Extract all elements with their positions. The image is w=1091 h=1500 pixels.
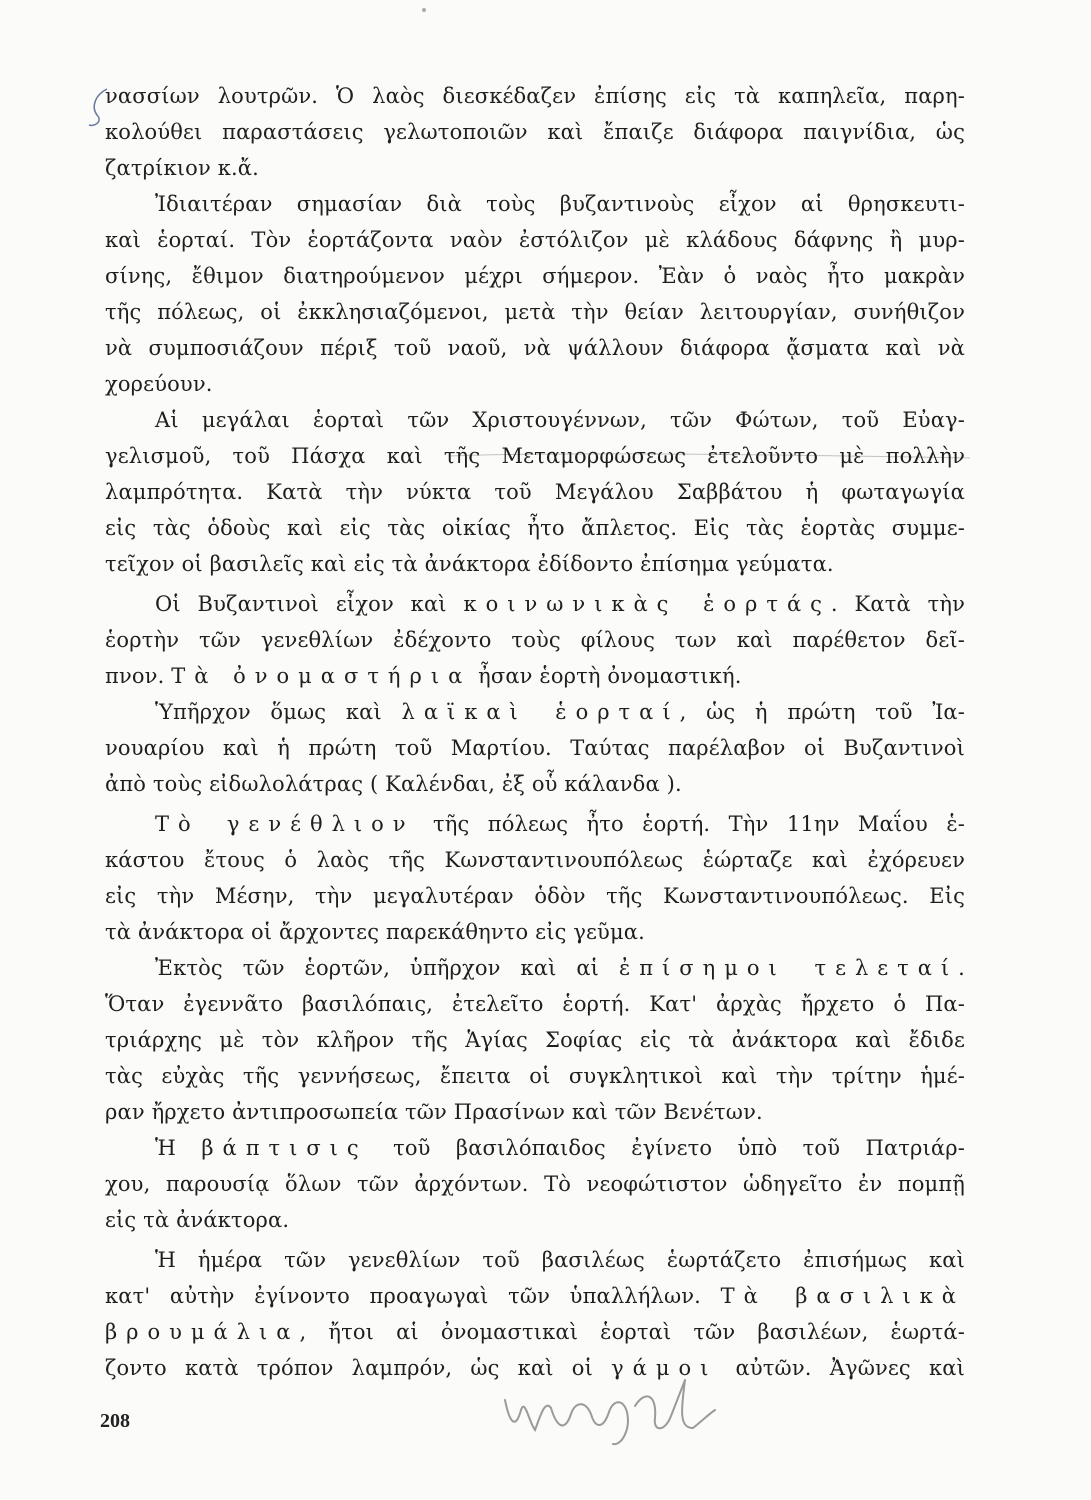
text-line: κολούθει παραστάσεις γελωτοποιῶν καὶ ἔπαιζε διάφορα παιγνίδια, ὡς xyxy=(105,120,965,144)
text-line: χορεύουν. xyxy=(105,372,213,396)
page-number: 208 xyxy=(100,1410,130,1432)
text-line: τὰς εὐχὰς τῆς γεννήσεως, ἔπειτα οἱ συγκλητικοὶ καὶ τὴν τρίτην ἡμέ- xyxy=(105,1064,965,1088)
text-line: νουαρίου καὶ ἡ πρώτη τοῦ Μαρτίου. Ταύτας παρέλαβον οἱ Βυζαντινοὶ xyxy=(105,736,965,760)
text-line: Ὅταν ἐγεννᾶτο βασιλόπαις, ἐτελεῖτο ἑορτή. Κατ' ἀρχὰς ἤρχετο ὁ Πα- xyxy=(105,992,965,1016)
text-line: γελισμοῦ, τοῦ Πάσχα καὶ τῆς Μεταμορφώσεως ἐτελοῦντο μὲ πολλὴν xyxy=(105,444,965,468)
spaced-emphasis: Τὰ ὀνομαστήρια xyxy=(171,664,472,688)
text-line: τριάρχης μὲ τὸν κλῆρον τῆς Ἁγίας Σοφίας εἰς τὰ ἀνάκτορα καὶ ἔδιδε xyxy=(105,1028,965,1052)
body-text xyxy=(105,78,965,1386)
text-line: εἰς τὰς ὁδοὺς καὶ εἰς τὰς οἰκίας ἦτο ἄπλετος. Εἰς τὰς ἑορτὰς συμμε- xyxy=(105,516,965,540)
paragraph-start-line: Αἱ μεγάλαι ἑορταὶ τῶν Χριστουγέννων, τῶν Φώτων, τοῦ Εὐαγ- xyxy=(155,408,965,432)
text-line: τὰ ἀνάκτορα οἱ ἄρχοντες παρεκάθηντο εἰς γεῦμα. xyxy=(105,920,645,944)
text-line: σίνης, ἔθιμον διατηρούμενον μέχρι σήμερον. Ἐὰν ὁ ναὸς ἦτο μακρὰν xyxy=(105,264,965,288)
text-line: ραν ἤρχετο ἀντιπροσωπεία τῶν Πρασίνων καὶ τῶν Βενέτων. xyxy=(105,1100,763,1124)
paragraph-start-line: Οἱ Βυζαντινοὶ εἶχον καὶ κοινωνικὰς ἑορτάς. Κατὰ τὴν xyxy=(155,592,966,616)
spaced-emphasis: Τὰ βασιλικὰ xyxy=(720,1284,965,1308)
spaced-emphasis: βρουμάλια xyxy=(105,1320,300,1344)
ink-speck xyxy=(422,8,426,12)
text-line: χου, παρουσίᾳ ὅλων τῶν ἀρχόντων. Τὸ νεοφώτιστον ὡδηγεῖτο ἐν πομπῇ xyxy=(105,1172,965,1196)
spaced-emphasis: λαϊκαὶ ἑορταί xyxy=(401,700,680,724)
text-line: πνον. Τὰ ὀνομαστήρια ἦσαν ἑορτὴ ὀνομαστική. xyxy=(105,664,742,688)
text-line: νασσίων λουτρῶν. Ὁ λαὸς διεσκέδαζεν ἐπίσης εἰς τὰ καπηλεῖα, παρη- xyxy=(105,84,965,108)
text-line: λαμπρότητα. Κατὰ τὴν νύκτα τοῦ Μεγάλου Σαββάτου ἡ φωταγωγία xyxy=(105,480,965,504)
text-line: βρουμάλια, ἤτοι αἱ ὀνομαστικαὶ ἑορταὶ τῶν βασιλέων, ἑωρτά- xyxy=(105,1320,965,1344)
spaced-emphasis: βάπτισις xyxy=(201,1136,368,1160)
paragraph-start-line: Ἡ βάπτισις τοῦ βασιλόπαιδος ἐγίνετο ὑπὸ τοῦ Πατριάρ- xyxy=(155,1136,966,1160)
text-line: κάστου ἔτους ὁ λαὸς τῆς Κωνσταντινουπόλεως ἑώρταζε καὶ ἐχόρευεν xyxy=(105,848,965,872)
spaced-emphasis: Τὸ γενέθλιον xyxy=(155,812,415,836)
spaced-emphasis: κοινωνικὰς ἑορτάς xyxy=(463,592,831,616)
paragraph-start-line: Τὸ γενέθλιον τῆς πόλεως ἦτο ἑορτή. Τὴν 11ην Μαΐου ἑ- xyxy=(155,812,965,836)
text-line: νὰ συμποσιάζουν πέριξ τοῦ ναοῦ, νὰ ψάλλουν διάφορα ᾄσματα καὶ νὰ xyxy=(105,336,965,360)
paragraph-start-line: Ἰδιαιτέραν σημασίαν διὰ τοὺς βυζαντινοὺς εἶχον αἱ θρησκευτι- xyxy=(155,192,965,216)
text-line: ἀπὸ τοὺς εἰδωλολάτρας ( Καλένδαι, ἐξ οὗ κάλανδα ). xyxy=(105,772,682,796)
text-line: κατ' αὐτὴν ἐγίνοντο προαγωγαὶ τῶν ὑπαλλήλων. Τὰ βασιλικὰ xyxy=(105,1284,965,1308)
text-line: εἰς τὴν Μέσην, τὴν μεγαλυτέραν ὁδὸν τῆς Κωνσταντινουπόλεως. Εἰς xyxy=(105,884,965,908)
handwritten-pencil-note xyxy=(495,1370,725,1450)
spaced-emphasis: γάμοι xyxy=(611,1356,718,1380)
paragraph-start-line: Ἐκτὸς τῶν ἑορτῶν, ὑπῆρχον καὶ αἱ ἐπίσημοι τελεταί. xyxy=(155,956,965,980)
text-line: ἑορτὴν τῶν γενεθλίων ἐδέχοντο τοὺς φίλους των καὶ παρέθετον δεῖ- xyxy=(105,628,965,652)
text-line: καὶ ἑορταί. Τὸν ἑορτάζοντα ναὸν ἐστόλιζον μὲ κλάδους δάφνης ἢ μυρ- xyxy=(105,228,965,252)
spaced-emphasis: ἐπίσημοι τελεταί xyxy=(618,956,959,980)
paragraph-start-line: Ὑπῆρχον ὅμως καὶ λαϊκαὶ ἑορταί, ὡς ἡ πρώτη τοῦ Ἰα- xyxy=(155,700,966,724)
text-line: εἰς τὰ ἀνάκτορα. xyxy=(105,1208,290,1232)
text-line: τεῖχον οἱ βασιλεῖς καὶ εἰς τὰ ἀνάκτορα ἐδίδοντο ἐπίσημα γεύματα. xyxy=(105,552,834,576)
text-line: ζοντο κατὰ τρόπον λαμπρόν, ὡς καὶ οἱ γάμοι αὐτῶν. Ἀγῶνες καὶ xyxy=(105,1356,965,1380)
paragraph-start-line: Ἡ ἡμέρα τῶν γενεθλίων τοῦ βασιλέως ἑωρτάζετο ἐπισήμως καὶ xyxy=(155,1248,965,1272)
text-line: τῆς πόλεως, οἱ ἐκκλησιαζόμενοι, μετὰ τὴν θείαν λειτουργίαν, συνήθιζον xyxy=(105,300,965,324)
text-line: ζατρίκιον κ.ἄ. xyxy=(105,156,259,180)
